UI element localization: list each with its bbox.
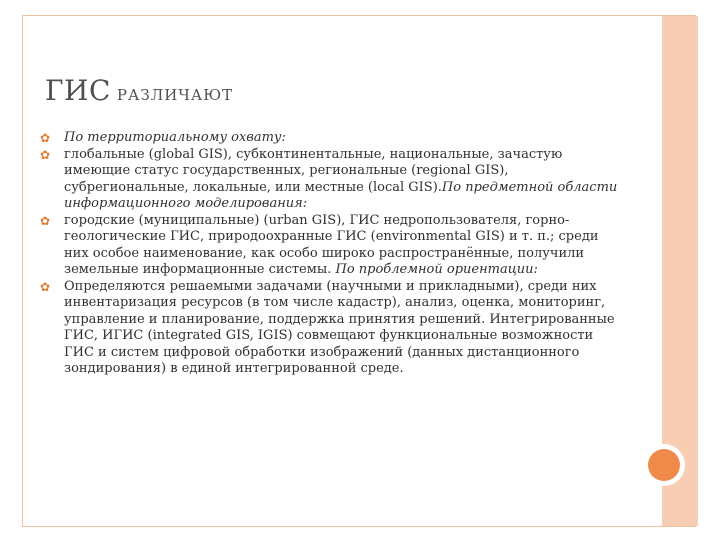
list-item-text: глобальные (global GIS), субконтинентальные, национальные, зачастую имеющие статус государственных, региональные (regional GIS), субрегиональные, локальные, или местные (local GIS). xyxy=(64,146,563,195)
list-item xyxy=(40,147,625,213)
fleuron-icon: ✿ xyxy=(40,279,51,294)
list-item xyxy=(40,130,625,147)
category-heading: По территориальному охвату: xyxy=(64,130,286,145)
list-item-text: Определяются решаемыми задачами (научными и прикладными), среди них инвентаризация ресурсов (в том числе кадастр), анализ, оценка, мониторинг, управление и планирование, поддержка принятия решений. Интегрированные ГИС, ИГИС (integrated GIS, IGIS) совмещают функциональные возможности ГИС и систем цифровой обработки изображений (данных дистанционного зондирования) в единой интегрированной среде. xyxy=(64,278,615,376)
slide-title xyxy=(45,74,233,107)
bullet-list xyxy=(40,130,625,378)
title-small-caps: РАЗЛИЧАЮТ xyxy=(116,86,234,104)
category-heading: По проблемной ориентации: xyxy=(335,262,538,277)
fleuron-icon: ✿ xyxy=(40,131,51,145)
fleuron-icon: ✿ xyxy=(40,147,51,162)
decorative-circle xyxy=(648,449,680,481)
fleuron-icon: ✿ xyxy=(40,213,51,228)
category-heading: По предметной области информационного моделирования: xyxy=(64,179,618,211)
title-main: ГИС xyxy=(45,74,111,107)
list-item xyxy=(40,213,625,279)
list-item-text: городские (муниципальные) (urban GIS), ГИС недропользователя, горно-геологические ГИС, природоохранные ГИС (environmental GIS) и т. п.; среди них особое наименование, как особо широко распространённые, получили земельные информационные системы. xyxy=(64,212,599,277)
list-item xyxy=(40,279,625,378)
